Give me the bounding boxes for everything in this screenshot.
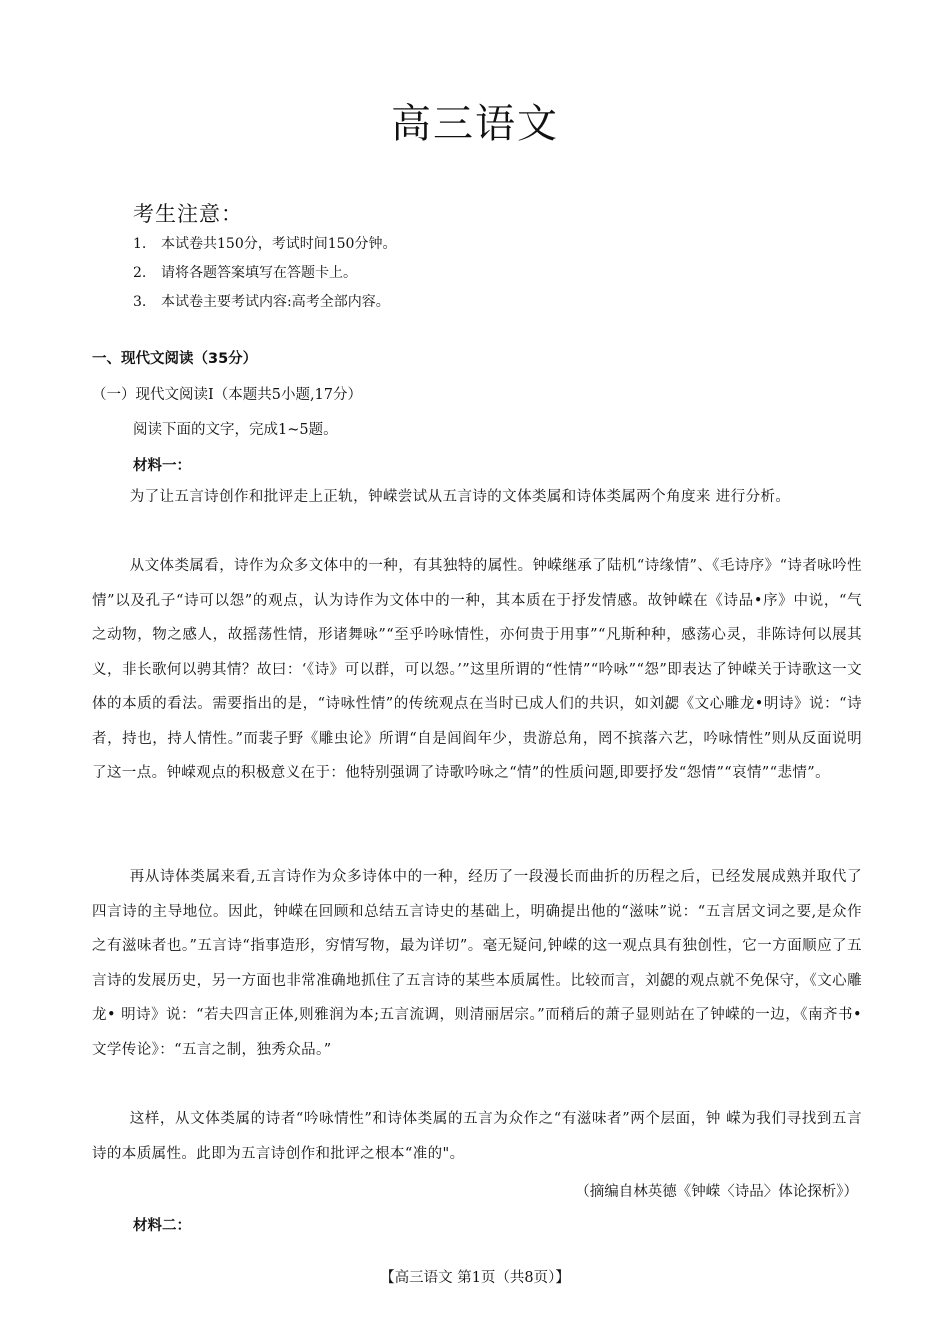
page-title: 高三语文 (391, 101, 559, 147)
notice-item-number: 3. (133, 294, 147, 310)
material-two-label: 材料二： (133, 1218, 191, 1234)
notice-item-text: 本试卷主要考试内容:高考全部内容。 (161, 294, 390, 310)
notice-heading: 考生注意： (133, 202, 243, 226)
page-footer: 【高三语文 第1页（共8页）】 (380, 1270, 570, 1286)
notice-item-number: 1. (133, 236, 147, 252)
notice-item (133, 292, 833, 321)
notice-item-text: 本试卷共150分，考试时间150分钟。 (161, 236, 397, 252)
material-one-paragraph: 从文体类属看，诗作为众多文体中的一种，有其独特的属性。钟嵘继承了陆机“诗缘情”、《毛诗序》“诗者咏吟性情”以及孔子“诗可以怨”的观点，认为诗作为文体中的一种，其本质在于抒发情感。故钟嵘在《诗品•序》中说，“气之动物，物之感人，故摇荡性情，形诸舞咏”“至乎吟咏情性，亦何贵于用事”“凡斯种种，感荡心灵，非陈诗何以展其义，非长歌何以骋其情？故曰：‘《诗》可以群，可以怨。’”这里所谓的“性情”“吟咏”“怨”即表达了钟嵘关于诗歌这一文体的本质的看法。需要指出的是，“诗咏性情”的传统观点在当时已成人们的共识，如刘勰《文心雕龙•明诗》说：“诗者，持也，持人情性。”而裴子野《雕虫论》所谓“自是闾阎年少，贵游总角，罔不摈落六艺，吟咏情性”则从反面说明了这一点。钟嵘观点的积极意义在于：他特别强调了诗歌吟咏之“情”的性质问题,即要抒发“怨情”“哀情”“悲情”。 (92, 558, 862, 781)
source-citation: （摘编自林英德《钟嵘〈诗品〉体论探析》） (575, 1184, 858, 1200)
notice-list (133, 234, 833, 321)
notice-item (133, 263, 833, 292)
material-one-paragraph: 再从诗体类属来看,五言诗作为众多诗体中的一种，经历了一段漫长而曲折的历程之后，已经发展成熟并取代了四言诗的主导地位。因此，钟嵘在回顾和总结五言诗史的基础上，明确提出他的“滋味”说：“五言居文词之要,是众作之有滋味者也。”五言诗“指事造形，穷情写物，最为详切”。毫无疑问,钟嵘的这一观点具有独创性，它一方面顺应了五言诗的发展历史，另一方面也非常准确地抓住了五言诗的某些本质属性。比较而言，刘勰的观点就不免保守，《文心雕龙• 明诗》说：“若夫四言正体,则雅润为本;五言流调，则清丽居宗。”而稍后的萧子显则站在了钟嵘的一边，《南齐书•文学传论》：“五言之制，独秀众品。” (92, 869, 862, 1058)
subsection-heading: （一）现代文阅读Ⅰ（本题共5小题,17分） (92, 387, 363, 403)
notice-item-number: 2. (133, 265, 147, 281)
reading-instruction: 阅读下面的文字，完成1~5题。 (133, 422, 338, 438)
notice-item (133, 234, 833, 263)
notice-item-text: 请将各题答案填写在答题卡上。 (161, 265, 357, 281)
section-heading: 一、现代文阅读（35分） (92, 351, 258, 367)
material-one-label: 材料一： (133, 458, 191, 474)
material-one-paragraph: 为了让五言诗创作和批评走上正轨，钟嵘尝试从五言诗的文体类属和诗体类属两个角度来 进行分析。 (129, 489, 791, 505)
material-one-paragraph: 这样，从文体类属的诗者“吟咏情性”和诗体类属的五言为众作之“有滋味者”两个层面，钟 嵘为我们寻找到五言诗的本质属性。此即为五言诗创作和批评之根本“准的"。 (92, 1111, 862, 1162)
